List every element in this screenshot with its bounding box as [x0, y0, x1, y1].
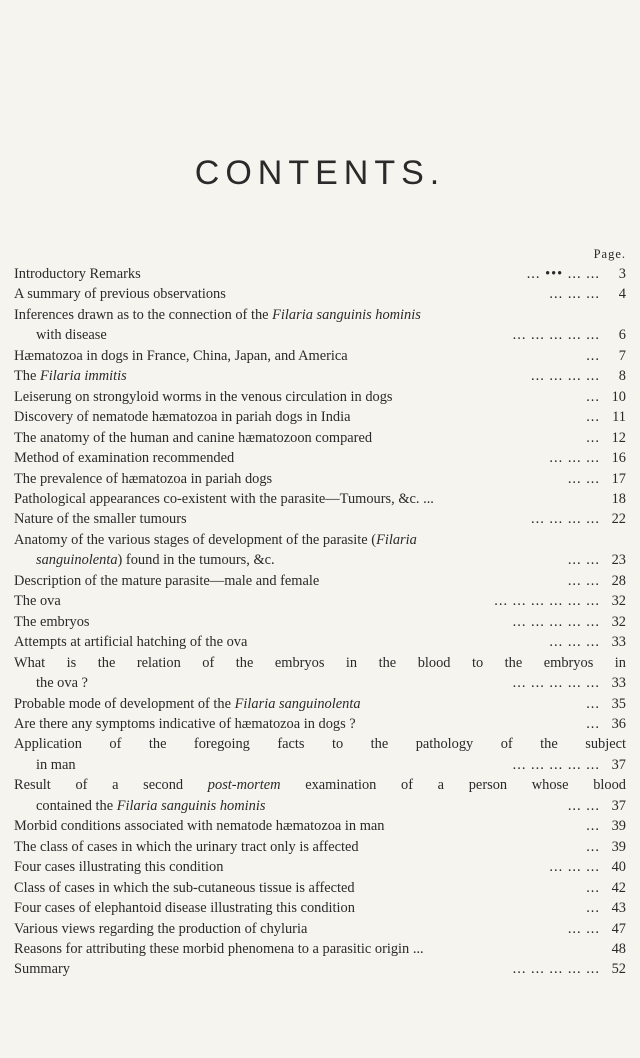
- toc-page-number: 32: [611, 593, 626, 610]
- toc-entry-text: examination of a person whose blood: [280, 777, 626, 794]
- toc-leader: ... ...: [567, 920, 600, 937]
- toc-leader: ...: [586, 695, 600, 712]
- toc-leader: ...: [586, 388, 600, 405]
- toc-entry-text: Are there any symptoms indicative of hæmatozoa in dogs ?: [14, 715, 356, 732]
- toc-entry: [14, 469, 626, 489]
- toc-entry-text: Pathological appearances co-existent with the parasite—Tumours, &c. ...: [14, 490, 434, 507]
- toc-leader: ...: [586, 409, 600, 426]
- toc-entry: [14, 612, 626, 632]
- toc-entry-text: The anatomy of the human and canine hæmatozoon compared: [14, 429, 373, 446]
- toc-entry: [14, 489, 626, 509]
- toc-entry-text: the ova ?: [36, 675, 88, 692]
- toc-page-number: 16: [611, 450, 626, 467]
- toc-leader: ...: [586, 347, 600, 364]
- toc-leader: ...: [586, 900, 600, 917]
- toc-leader: ... ... ... ... ... ...: [494, 593, 600, 610]
- toc-entry: [14, 837, 626, 857]
- table-of-contents: [14, 264, 626, 980]
- toc-page-number: 18: [611, 490, 626, 507]
- toc-entry: [14, 714, 626, 734]
- toc-leader: ...: [586, 838, 600, 855]
- toc-entry-text: contained the: [36, 797, 117, 814]
- toc-leader: ... ••• ... ...: [526, 266, 600, 282]
- toc-leader: ... ... ... ... ...: [512, 961, 600, 978]
- toc-entry-text: Reasons for attributing these morbid phenomena to a parasitic origin ...: [14, 940, 424, 957]
- toc-entry-text: Description of the mature parasite—male and female: [14, 572, 320, 589]
- toc-leader: ... ... ... ...: [531, 368, 600, 385]
- toc-entry-text: Hæmatozoa in dogs in France, China, Japan, and America: [14, 347, 348, 364]
- toc-entry-text: Leiserung on strongyloid worms in the venous circulation in dogs: [14, 388, 393, 405]
- toc-leader: ... ...: [567, 572, 600, 589]
- toc-leader: ... ...: [567, 470, 600, 487]
- toc-page-number: 32: [611, 613, 626, 630]
- toc-page-number: 12: [611, 429, 626, 446]
- toc-leader: ...: [586, 879, 600, 896]
- toc-leader: ... ... ...: [549, 859, 600, 876]
- toc-entry-text: The ova: [14, 593, 61, 610]
- toc-entry-line: [14, 305, 626, 325]
- toc-entry-text: with disease: [36, 327, 107, 344]
- toc-entry: [14, 305, 626, 346]
- toc-entry-italic: Filaria sanguinis hominis: [272, 306, 421, 323]
- toc-page-number: 33: [611, 675, 626, 692]
- toc-entry-line: Application of the foregoing facts to the pathology of the subject: [14, 736, 626, 753]
- toc-entry-text: Four cases of elephantoid disease illustrating this condition: [14, 900, 355, 917]
- toc-entry: [14, 284, 626, 304]
- toc-page-number: 28: [611, 572, 626, 589]
- toc-entry: [14, 694, 626, 714]
- toc-leader: ... ... ...: [549, 286, 600, 303]
- toc-page-number: 22: [611, 511, 626, 528]
- page-column-header: Page.: [593, 247, 626, 261]
- toc-page-number: 3: [618, 266, 626, 282]
- toc-page-number: 37: [611, 797, 626, 814]
- toc-entry: [14, 346, 626, 366]
- toc-page-number: 39: [611, 818, 626, 835]
- toc-entry-text: Probable mode of development of the: [14, 695, 235, 712]
- toc-entry-text: Discovery of nematode hæmatozoa in pariah dogs in India: [14, 409, 351, 426]
- toc-page-number: 33: [611, 634, 626, 651]
- toc-leader: ...: [586, 715, 600, 732]
- toc-page-number: 4: [618, 286, 626, 303]
- toc-entry-text: Class of cases in which the sub-cutaneous tissue is affected: [14, 879, 355, 896]
- toc-entry: [14, 898, 626, 918]
- toc-entry: [14, 428, 626, 448]
- toc-entry: [14, 509, 626, 529]
- toc-page-number: 7: [618, 347, 626, 364]
- toc-entry-text: Inferences drawn as to the connection of the: [14, 306, 273, 323]
- toc-page-number: 11: [612, 409, 626, 426]
- toc-entry-line: [14, 530, 626, 550]
- toc-leader: ... ... ... ... ...: [512, 675, 600, 692]
- toc-entry: [14, 775, 626, 816]
- toc-entry-text: Attempts at artificial hatching of the ova: [14, 634, 248, 651]
- toc-page-number: 40: [611, 859, 626, 876]
- toc-entry-text: Four cases illustrating this condition: [14, 859, 224, 876]
- toc-page-number: 10: [611, 388, 626, 405]
- toc-entry: [14, 857, 626, 877]
- toc-entry: [14, 632, 626, 652]
- toc-page-number: 35: [611, 695, 626, 712]
- toc-entry-italic: Filaria immitis: [39, 368, 127, 385]
- toc-leader: ... ...: [567, 552, 600, 569]
- page-title: CONTENTS.: [194, 154, 446, 192]
- toc-leader: ... ... ... ... ...: [512, 756, 600, 773]
- toc-entry: [14, 387, 626, 407]
- toc-entry-text: A summary of previous observations: [14, 286, 226, 303]
- toc-page-number: 52: [611, 961, 626, 978]
- toc-entry: [14, 959, 626, 979]
- toc-entry: [14, 653, 626, 694]
- toc-entry-italic: Filaria sanguinolenta: [234, 695, 361, 712]
- toc-entry-text: Introductory Remarks: [14, 266, 141, 282]
- toc-page-number: 48: [611, 940, 626, 957]
- toc-entry: [14, 448, 626, 468]
- toc-page-number: 23: [611, 552, 626, 569]
- toc-entry-line: What is the relation of the embryos in the blood to the embryos in: [14, 654, 626, 671]
- toc-page-number: 8: [618, 368, 626, 385]
- toc-entry-italic: sanguinolenta: [36, 552, 118, 569]
- toc-entry-text: Various views regarding the production of chyluria: [14, 920, 308, 937]
- toc-page-number: 17: [611, 470, 626, 487]
- toc-entry: [14, 407, 626, 427]
- toc-leader: ...: [586, 818, 600, 835]
- toc-entry: [14, 878, 626, 898]
- toc-page-number: 42: [611, 879, 626, 896]
- toc-entry-text: Result of a second: [14, 777, 208, 794]
- toc-page-number: 37: [611, 756, 626, 773]
- toc-entry-text: in man: [36, 756, 76, 773]
- toc-entry: [14, 571, 626, 591]
- toc-entry-text: The class of cases in which the urinary tract only is affected: [14, 838, 359, 855]
- toc-page-number: 6: [618, 327, 626, 344]
- toc-entry-text: Anatomy of the various stages of development of the parasite (: [14, 531, 377, 548]
- toc-entry-italic: Filaria sanguinis hominis: [116, 797, 266, 814]
- toc-entry-text: The embryos: [14, 613, 90, 630]
- toc-entry: [14, 591, 626, 611]
- toc-leader: ... ... ...: [549, 450, 600, 467]
- toc-leader: ...: [586, 429, 600, 446]
- toc-page-number: 47: [611, 920, 626, 937]
- toc-leader: ... ... ... ...: [531, 511, 600, 528]
- toc-entry: [14, 264, 626, 284]
- toc-entry-text: The: [14, 368, 40, 385]
- toc-entry-text: Morbid conditions associated with nematode hæmatozoa in man: [14, 818, 385, 835]
- toc-entry-italic: Filaria: [376, 531, 417, 548]
- toc-entry-text: The prevalence of hæmatozoa in pariah dogs: [14, 470, 273, 487]
- toc-entry-line: [14, 775, 626, 795]
- toc-page-number: 43: [611, 900, 626, 917]
- toc-entry: [14, 816, 626, 836]
- toc-page-number: 36: [611, 715, 626, 732]
- toc-leader: ... ... ...: [549, 634, 600, 651]
- toc-entry: [14, 530, 626, 571]
- toc-entry-text: Summary: [14, 961, 70, 978]
- toc-page-number: 39: [611, 838, 626, 855]
- toc-entry: [14, 919, 626, 939]
- toc-leader: ... ...: [567, 797, 600, 814]
- toc-entry: [14, 734, 626, 775]
- toc-entry-italic: post-mortem: [207, 777, 281, 794]
- toc-leader: ... ... ... ... ...: [512, 327, 600, 344]
- toc-entry-text: Method of examination recommended: [14, 450, 235, 467]
- toc-leader: ... ... ... ... ...: [512, 613, 600, 630]
- toc-entry: [14, 939, 626, 959]
- toc-entry-text: Nature of the smaller tumours: [14, 511, 187, 528]
- toc-entry: [14, 366, 626, 386]
- toc-entry-text: ) found in the tumours, &c.: [117, 552, 275, 569]
